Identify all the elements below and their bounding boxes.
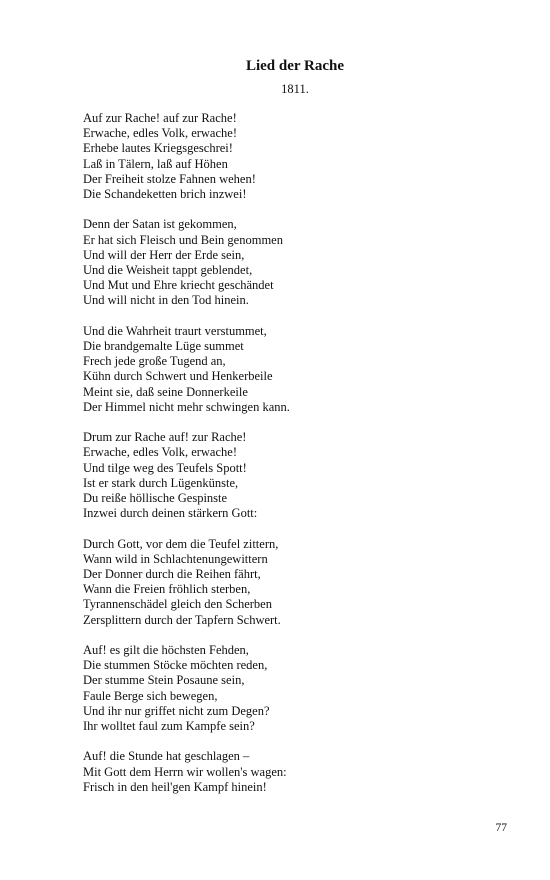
verse-line: Der Himmel nicht mehr schwingen kann. xyxy=(83,399,290,414)
verse-line: Auf! es gilt die höchsten Fehden, xyxy=(83,643,249,658)
poem-body xyxy=(83,111,503,810)
verse-line: Durch Gott, vor dem die Teufel zittern, xyxy=(83,536,279,551)
verse-line: Die brandgemalte Lüge summet xyxy=(83,339,244,354)
verse-line: Denn der Satan ist gekommen, xyxy=(83,217,237,232)
verse-line: Erwache, edles Volk, erwache! xyxy=(83,445,237,460)
verse-line: Ist er stark durch Lügenkünste, xyxy=(83,475,239,490)
poem-title: Lied der Rache xyxy=(245,58,345,74)
stanza xyxy=(83,324,503,415)
verse-line: Die stummen Stöcke möchten reden, xyxy=(83,658,268,673)
verse-line: Du reiße höllische Gespinste xyxy=(83,491,228,506)
verse-line: Erhebe lautes Kriegsgeschrei! xyxy=(83,141,233,156)
stanza xyxy=(83,111,503,202)
verse-line: Wann die Freien fröhlich sterben, xyxy=(83,582,251,597)
verse-line: Mit Gott dem Herrn wir wollen's wagen: xyxy=(83,764,287,779)
verse-line: Frech jede große Tugend an, xyxy=(83,354,226,369)
verse-line: Tyrannenschädel gleich den Scherben xyxy=(83,597,272,612)
verse-line: Der stumme Stein Posaune sein, xyxy=(83,673,245,688)
verse-line: Wann wild in Schlachtenungewittern xyxy=(83,551,268,566)
verse-line: Der Freiheit stolze Fahnen wehen! xyxy=(83,171,256,186)
verse-line: Kühn durch Schwert und Henkerbeile xyxy=(83,369,273,384)
stanza xyxy=(83,217,503,308)
stanza xyxy=(83,749,503,795)
stanza xyxy=(83,643,503,734)
verse-line: Der Donner durch die Reihen fährt, xyxy=(83,567,261,582)
verse-line: Zersplittern durch der Tapfern Schwert. xyxy=(83,612,281,627)
verse-line: Auf zur Rache! auf zur Rache! xyxy=(83,111,237,125)
verse-line: Und tilge weg des Teufels Spott! xyxy=(83,460,247,475)
verse-line: Ihr wolltet faul zum Kampfe sein? xyxy=(83,719,255,734)
verse-line: Und die Wahrheit traurt verstummet, xyxy=(83,323,267,338)
verse-line: Laß in Tälern, laß auf Höhen xyxy=(83,156,228,171)
verse-line: Und die Weisheit tappt geblendet, xyxy=(83,263,253,278)
verse-line: Meint sie, daß seine Donnerkeile xyxy=(83,384,248,399)
verse-line: Inzwei durch deinen stärkern Gott: xyxy=(83,506,258,521)
poem-year: 1811. xyxy=(281,82,309,96)
stanza xyxy=(83,430,503,521)
verse-line: Und will nicht in den Tod hinein. xyxy=(83,293,249,308)
stanza xyxy=(83,537,503,628)
verse-line: Erwache, edles Volk, erwache! xyxy=(83,126,237,141)
verse-line: Faule Berge sich bewegen, xyxy=(83,688,218,703)
verse-line: Und ihr nur griffet nicht zum Degen? xyxy=(83,703,270,718)
verse-line: Und will der Herr der Erde sein, xyxy=(83,247,245,262)
verse-line: Und Mut und Ehre kriecht geschändet xyxy=(83,278,274,293)
verse-line: Frisch in den heil'gen Kampf hinein! xyxy=(83,779,267,794)
verse-line: Auf! die Stunde hat geschlagen – xyxy=(83,749,250,764)
verse-line: Drum zur Rache auf! zur Rache! xyxy=(83,430,247,445)
page-number: 77 xyxy=(495,822,507,834)
verse-line: Die Schandeketten brich inzwei! xyxy=(83,187,247,202)
verse-line: Er hat sich Fleisch und Bein genommen xyxy=(83,232,283,247)
